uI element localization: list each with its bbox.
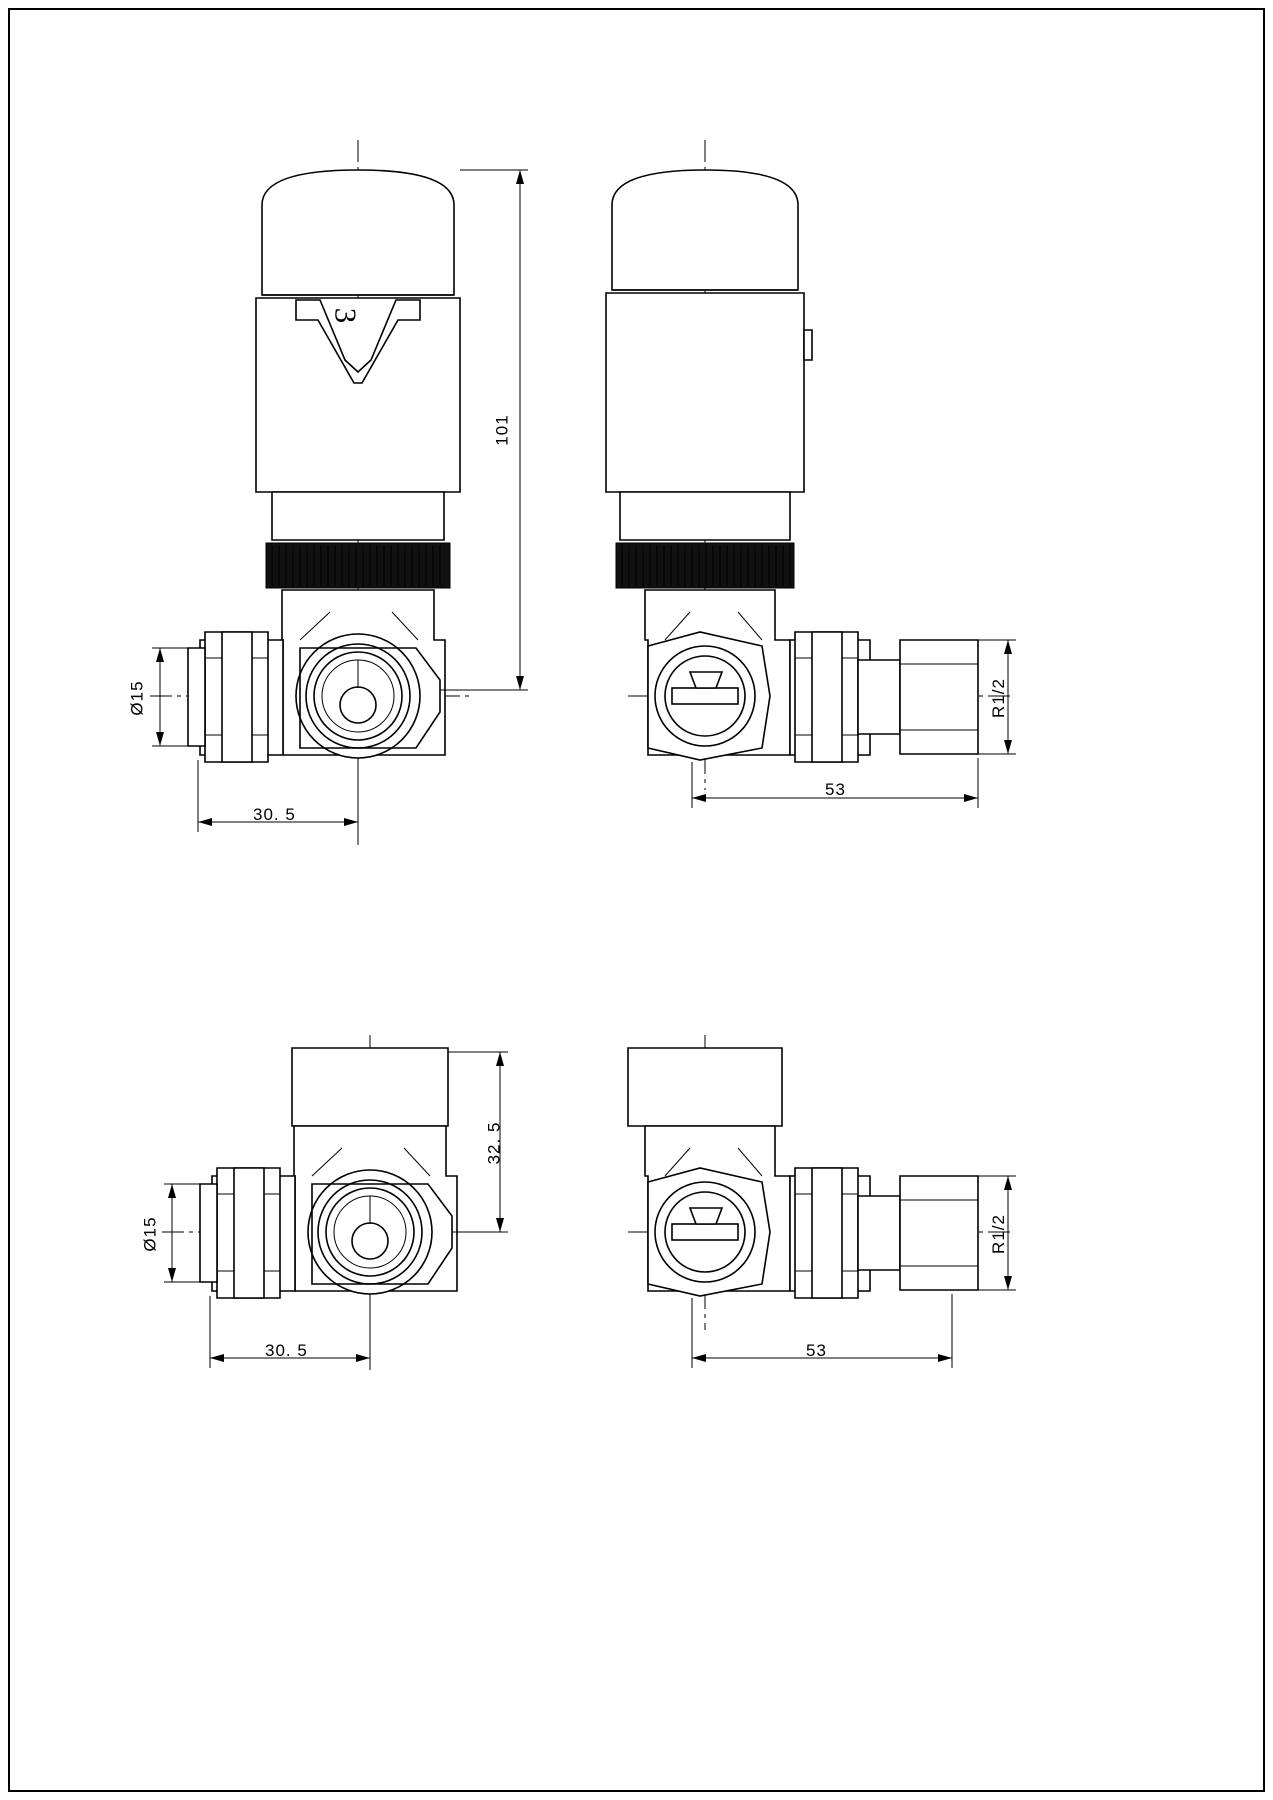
view-top-left [150, 140, 528, 845]
dim-body-height: 32. 5 [484, 1121, 504, 1165]
view-bottom-right [628, 1035, 1016, 1368]
dim-inlet-diameter-top: Ø15 [127, 680, 147, 716]
dim-length-overall-bottom: 53 [806, 1341, 827, 1360]
label-head-marking: 3 [328, 307, 364, 325]
dim-width-left-bottom: 30. 5 [265, 1341, 308, 1360]
view-bottom-left [162, 1035, 508, 1370]
dim-inlet-diameter-bottom: Ø15 [140, 1216, 160, 1252]
dim-length-overall-top: 53 [825, 780, 846, 799]
dim-width-left-top: 30. 5 [253, 805, 296, 824]
dim-thread-size-top: R1/2 [988, 678, 1008, 718]
view-top-right [606, 140, 1016, 808]
dim-height-overall: 101 [492, 414, 512, 446]
dim-thread-size-bottom: R1/2 [988, 1214, 1008, 1254]
